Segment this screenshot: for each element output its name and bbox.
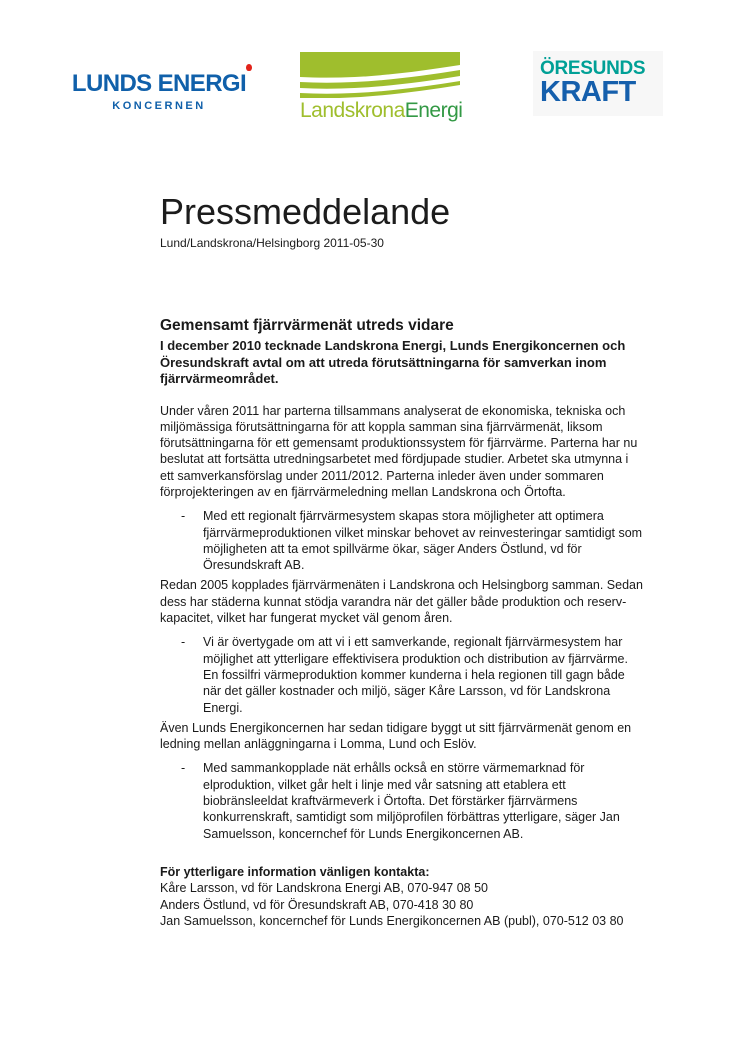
paragraph: Under våren 2011 har parterna tillsammans analyserat de ekonomiska, tekniska och miljömässiga förutsättningarna för att koppla samman sina fjärrvärmenät, liksom förutsättningarna för ett gemensamt produktionssystem för fjärrvärme. Parterna har nu beslutat att fortsätta utredningsarbetet med fördjupade studier. Arbetet ska utmynna i ett samverkansförslag under 2011/2012. Parterna inleder även under sommaren förprojekteringen av en fjärrvärmeledning mellan Landskrona och Örtofta. bbox=[160, 403, 638, 499]
lunds-energi-wordmark: LUNDS ENERGI bbox=[71, 70, 247, 97]
bullet-text: Med sammankopplade nät erhålls också en större värmemarknad för elproduktion, vilket går helt i linje med vår satsning att etablera ett biobränsleeldat kraftvärmeverk i Örtofta. Det förstärker fjärrvärmens konkurrenskraft, samtidigt som miljöprofilen förbättras ytterligare, säger Jan Samuelsson, koncernchef för Lunds Energikoncernen AB. bbox=[203, 761, 620, 841]
landskrona-wordmark-part1: Landskrona bbox=[300, 99, 405, 122]
bullet-marker: - bbox=[181, 635, 186, 650]
landskrona-energi-wordmark bbox=[300, 99, 463, 123]
lunds-energi-subtitle: KONCERNEN bbox=[112, 100, 206, 112]
contact-line: Jan Samuelsson, koncernchef för Lunds Energikoncernen AB (publ), 070-512 03 80 bbox=[160, 913, 624, 928]
paragraph: Även Lunds Energikoncernen har sedan tidigare byggt ut sitt fjärrvärmenät genom en ledning mellan anläggningarna i Lomma, Lund och Eslöv. bbox=[160, 720, 632, 752]
landskrona-energi-logo bbox=[300, 52, 463, 123]
oresundskraft-wordmark-line1: ÖRESUNDS bbox=[540, 58, 646, 79]
oresundskraft-wordmark-line2: KRAFT bbox=[540, 76, 636, 108]
bullet-text: Vi är övertygade om att vi i ett samverkande, regionalt fjärrvärmesystem har möjlighet att ytterligare effektivisera produktion och distribution av fjärrvärme. En fossilfri värmeproduktion kommer kunderna i hela regionen till gagn både när det gäller kostnader och miljö, säger Kåre Larsson, vd för Landskrona Energi. bbox=[203, 635, 628, 715]
oresundskraft-logo bbox=[533, 51, 663, 116]
bullet-item bbox=[160, 760, 643, 841]
article-heading: Gemensamt fjärrvärmenät utreds vidare bbox=[160, 317, 454, 334]
article-lead: I december 2010 tecknade Landskrona Energi, Lunds Energikoncernen och Öresundskraft avtal om att utreda förutsättningarna för samverkan inom fjärrvärmeområdet. bbox=[160, 338, 626, 386]
page-title: Pressmeddelande bbox=[160, 191, 451, 232]
contact-heading: För ytterligare information vänligen kontakta: bbox=[160, 864, 430, 879]
press-release-body bbox=[160, 190, 643, 929]
dateline: Lund/Landskrona/Helsingborg 2011-05-30 bbox=[160, 236, 384, 250]
bullet-marker: - bbox=[181, 509, 186, 524]
bullet-marker: - bbox=[181, 761, 186, 776]
landskrona-wordmark-part2: Energi bbox=[404, 99, 463, 122]
lunds-energi-logo bbox=[66, 70, 252, 112]
bullet-text: Med ett regionalt fjärrvärmesystem skapas stora möjligheter att optimera fjärrvärmeproduktionen vilket minskar behovet av reinvesteringar samtidigt som möjligheten att ta emot spillvärme ökar, säger Anders Östlund, vd för Öresundskraft AB. bbox=[203, 509, 643, 573]
paragraph: Redan 2005 kopplades fjärrvärmenäten i Landskrona och Helsingborg samman. Sedan dess har städerna kunnat stödja varandra när det gäller både produktion och reserv-kapacitet, vilket har fungerat mycket väl genom åren. bbox=[160, 578, 643, 626]
contact-line: Kåre Larsson, vd för Landskrona Energi AB, 070-947 08 50 bbox=[160, 881, 488, 896]
bullet-item bbox=[160, 634, 643, 715]
landskrona-waves-icon bbox=[300, 52, 460, 98]
lunds-energi-red-dot-icon bbox=[246, 64, 252, 71]
bullet-item bbox=[160, 508, 643, 573]
contact-line: Anders Östlund, vd för Öresundskraft AB, 070-418 30 80 bbox=[160, 897, 474, 912]
contact-section bbox=[160, 864, 643, 929]
